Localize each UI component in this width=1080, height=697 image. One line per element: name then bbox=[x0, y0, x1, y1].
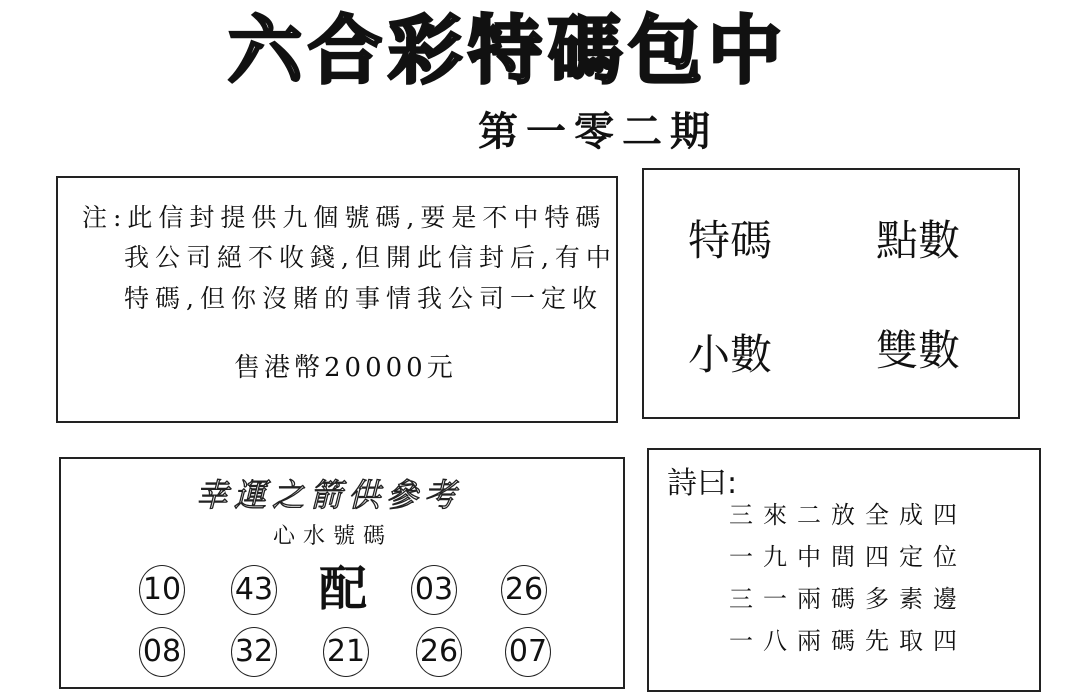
lucky-subtitle: 心水號碼 bbox=[273, 524, 394, 549]
poem-line: 三來二放全成四 bbox=[729, 501, 967, 529]
lucky-number: 26 bbox=[416, 627, 462, 677]
poem-heading: 詩曰: bbox=[667, 466, 738, 501]
pair-mark: 配 bbox=[319, 561, 368, 617]
lucky-number: 07 bbox=[505, 627, 551, 677]
poem-line: 三一兩碼多素邊 bbox=[729, 585, 967, 613]
keywords-box bbox=[642, 168, 1020, 419]
lucky-numbers-box bbox=[59, 457, 625, 689]
keyword-points: 點數 bbox=[876, 216, 961, 265]
keyword-even-number: 雙數 bbox=[876, 326, 961, 375]
poem-line: 一八兩碼先取四 bbox=[729, 627, 967, 655]
lucky-number: 32 bbox=[231, 627, 277, 677]
keyword-small-number: 小數 bbox=[688, 330, 773, 379]
poem-box bbox=[647, 448, 1041, 692]
lucky-number: 10 bbox=[139, 565, 185, 615]
lucky-title: 幸運之箭供參考 bbox=[196, 476, 463, 514]
page-title: 六合彩特碼包中 bbox=[228, 8, 788, 94]
lucky-number: 43 bbox=[231, 565, 277, 615]
issue-number: 第一零二期 bbox=[478, 108, 718, 155]
notice-line-3: 特碼,但你沒賭的事情我公司一定收 bbox=[124, 284, 603, 313]
lucky-number: 21 bbox=[323, 627, 369, 677]
price-text: 售港幣20000元 bbox=[234, 353, 457, 383]
notice-line-1: 注:此信封提供九個號碼,要是不中特碼 bbox=[82, 203, 607, 232]
keyword-special-code: 特碼 bbox=[688, 216, 773, 265]
poem-line: 一九中間四定位 bbox=[729, 543, 967, 571]
notice-box bbox=[56, 176, 618, 423]
lucky-number: 03 bbox=[411, 565, 457, 615]
lucky-number: 08 bbox=[139, 627, 185, 677]
notice-line-2: 我公司絕不收錢,但開此信封后,有中 bbox=[124, 243, 617, 272]
lucky-number: 26 bbox=[501, 565, 547, 615]
